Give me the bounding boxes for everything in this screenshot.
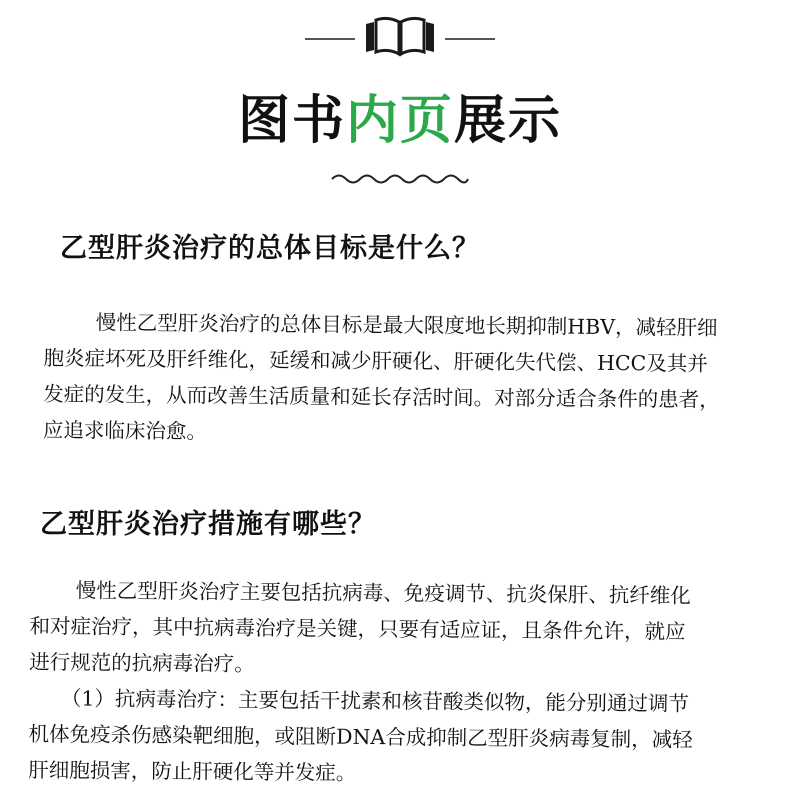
text-line: 发症的发生，从而改善生活质量和延长存活时间。对部分适合条件的患者， — [43, 381, 720, 412]
text-line: 慢性乙型肝炎治疗主要包括抗病毒、免疫调节、抗炎保肝、抗纤维化 — [75, 578, 691, 608]
text-line: 肝细胞损害，防止肝硬化等并发症。 — [28, 757, 357, 785]
page-title — [0, 78, 800, 153]
section-1-paragraph — [43, 304, 784, 454]
text-line: 胞炎症坏死及肝纤维化，延缓和减少肝硬化、肝硬化失代偿、HCC及其并 — [43, 345, 708, 376]
section-2-paragraph — [28, 572, 770, 794]
header-line-left — [305, 38, 355, 40]
section-heading-1: 乙型肝炎治疗的总体目标是什么？ — [60, 233, 480, 264]
text-line: 慢性乙型肝炎治疗的总体目标是最大限度地长期抑制HBV，减轻肝细 — [95, 310, 718, 340]
title-part-2: 展示 — [454, 91, 563, 151]
wave-divider — [330, 170, 470, 188]
section-heading-2: 乙型肝炎治疗措施有哪些？ — [40, 509, 376, 540]
text-line: 和对症治疗，其中抗病毒治疗是关键，只要有适应证，且条件允许，就应 — [29, 613, 686, 644]
text-line: 机体免疫杀伤感染靶细胞，或阻断DNA合成抑制乙型肝炎病毒复制，减轻 — [28, 721, 693, 752]
text-line: 进行规范的抗病毒治疗。 — [29, 649, 255, 676]
title-accent: 内页 — [345, 91, 454, 151]
title-part-1: 图书 — [237, 91, 346, 151]
text-line: （1）抗病毒治疗：主要包括干扰素和核苷酸类似物，能分别通过调节 — [60, 686, 690, 716]
header-line-right — [445, 38, 495, 40]
text-line: 应追求临床治愈。 — [42, 417, 207, 444]
open-book-icon — [362, 14, 438, 58]
